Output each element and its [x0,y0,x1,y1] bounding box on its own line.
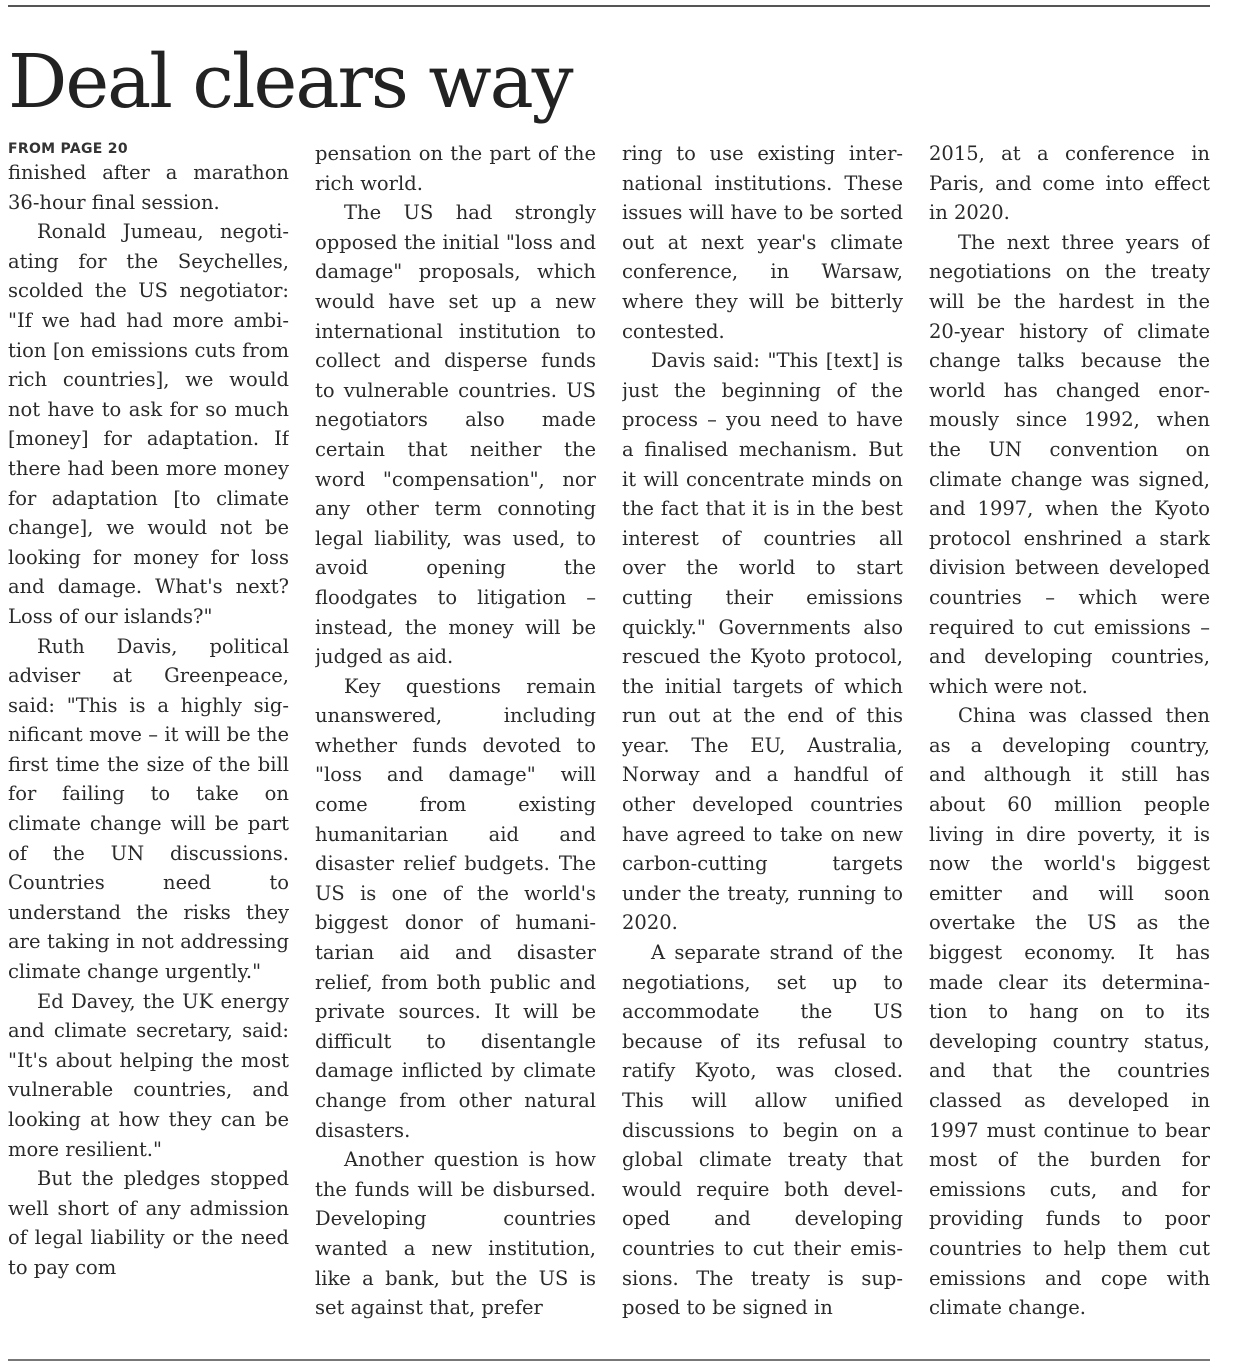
paragraph: Ruth Davis, political adviser at Greenpeace, said: "This is a highly significant move – it will be the first time the size of the bill for failing to take on climate change will be part of the UN discussions. Countries need to understand the risks they are taking in not addressing climate change urgently." [8,634,289,984]
paragraph: Ed Davey, the UK energy and climate secretary, said: "It's about helping the most vulnerable countries, and looking at how they can be more resilient." [8,989,289,1161]
column-4 [929,139,1210,1351]
paragraph: 2015, at a conference in Paris, and come into effect in 2020. [929,142,1210,225]
bottom-rule [8,1359,1210,1361]
paragraph: Key questions remain unanswered, including whether funds devoted to "loss and damage" will come from existing humanitarian aid and disaster relief budgets. The US is one of the world's biggest donor of humanitarian aid and disaster relief, from both public and private sources. It will be difficult to disentangle damage inflicted by climate change from other natural disasters. [315,674,596,1142]
column-3 [622,139,903,1351]
paragraph: ring to use existing international institutions. These issues will have to be sorted out at next year's climate conference, in Warsaw, where they will be bitterly contested. [622,142,903,343]
paragraph: Davis said: "This [text] is just the beginning of the process – you need to have a finalised mechanism. But it will concentrate minds on the fact that it is in the best interest of countries all over the world to start cutting their emissions quickly." Governments also rescued the Kyoto protocol, the initial targets of which run out at the end of this year. The EU, Australia, Norway and a handful of other developed countries have agreed to take on new carbon-cutting targets under the treaty, running to 2020. [622,349,903,935]
column-1 [8,140,289,1352]
paragraph: Another question is how the funds will be disbursed. Developing countries wanted a new institution, like a bank, but the US is set against that, prefer [315,1148,596,1320]
paragraph: But the pledges stopped well short of any admission of legal liability or the need to pay com [8,1167,289,1279]
paragraph: A separate strand of the negotiations, set up to accommodate the US because of its refusal to ratify Kyoto, was closed. This will allow unified discussions to begin on a global climate treaty that would require both developed and developing countries to cut their emissions. The treaty is supposed to be signed in [622,941,903,1320]
top-rule [8,5,1210,7]
paragraph: China was classed then as a developing country, and although it still has about 60 million people living in dire poverty, it is now the world's biggest emitter and will soon overtake the US as the biggest economy. It has made clear its determination to hang on to its developing country status, and that the countries classed as developed in 1997 must continue to bear most of the burden for emissions cuts, and for providing funds to poor countries to help them cut emissions and cope with climate change. [929,704,1210,1320]
column-2 [315,139,596,1351]
paragraph: finished after a marathon 36-hour final session. [8,161,289,214]
continued-from-kicker: FROM PAGE 20 [8,141,128,157]
paragraph: The US had strongly opposed the initial "loss and damage" proposals, which would have set up a new international institution to collect and disperse funds to vulnerable countries. US negotiators also made certain that neither the word "compensation", nor any other term connoting legal liability, was used, to avoid opening the floodgates to litigation – instead, the money will be judged as aid. [315,201,596,669]
paragraph: Ronald Jumeau, negotiating for the Seychelles, scolded the US negotiator: "If we had had more ambition [on emissions cuts from rich countries], we would not have to ask for so much [money] for adaptation. If there had been more money for adaptation [to climate change], we would not be looking for money for loss and damage. What's next? Loss of our islands?" [8,220,289,628]
headline: Deal clears way [8,39,572,125]
paragraph: pensation on the part of the rich world. [315,142,596,195]
article-body [8,140,1210,1352]
paragraph: The next three years of negotiations on the treaty will be the hardest in the 20-year history of climate change talks because the world has changed enormously since 1992, when the UN convention on climate change was signed, and 1997, when the Kyoto protocol enshrined a stark division between developed countries – which were required to cut emissions – and developing countries, which were not. [929,230,1210,698]
